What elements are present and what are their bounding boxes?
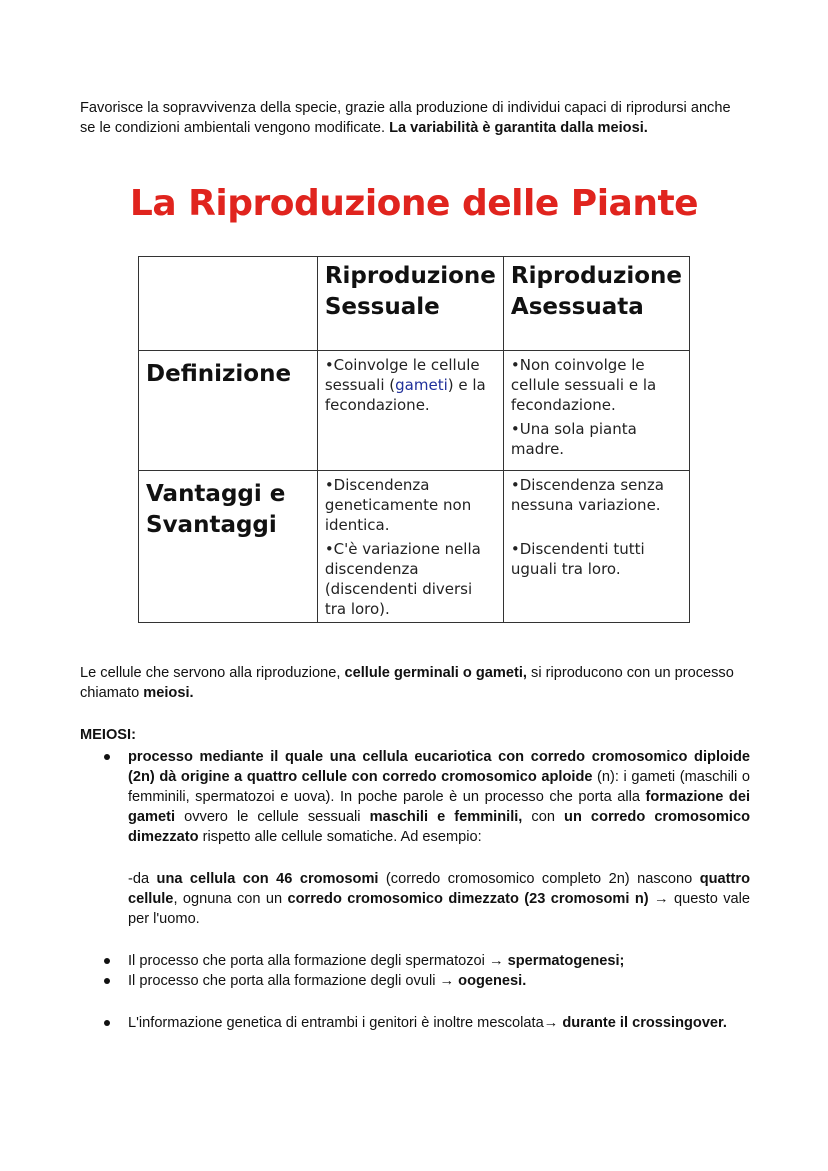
meiosi-t4: rispetto alle cellule somatiche. Ad esempio: [198,829,482,845]
def-sexual-a: •Coinvolge le cellule sessuali ( [324,356,480,394]
meiosi-b1: processo mediante il quale una cellula eucariotica con corredo cromosomico diploide (2n) dà origine a quattro cellule con corredo cromosomico aploide [128,749,750,785]
def-asexual-1: •Non coinvolge le cellule sessuali e la fecondazione. [510,356,657,414]
bullet-icon [104,978,110,984]
meiosi-heading: MEIOSI: [80,727,136,743]
ex-b1: una cellula con 46 cromosomi [156,871,379,887]
adv-sexual-1: •Discendenza geneticamente non identica. [324,476,472,534]
oo-b: oogenesi. [458,973,527,989]
def-asexual-cell [503,351,689,471]
intro-paragraph [80,98,750,138]
meiosi-t1: (n): i gameti (maschili o femminili, spermatozoi e uova). In poche parole è un processo che porta alla [128,769,750,805]
germ-t2: si riproducono con un processo chiamato [80,665,734,701]
bullet-icon [104,958,110,964]
table-corner-cell [139,257,318,351]
adv-sexual-2: •C'è variazione nella discendenza (discendenti diversi tra loro). [324,540,481,618]
figure-title: La Riproduzione delle Piante [129,183,699,224]
germ-paragraph [80,663,750,703]
header-asexual: Riproduzione Asessuata [503,257,689,351]
reproduction-table [138,256,690,623]
meiosi-t2: ovvero le cellule sessuali [175,809,370,825]
germ-t1: Le cellule che servono alla riproduzione, [80,665,345,681]
list-item [80,1013,750,1033]
sperm-b: spermatogenesi; [507,953,625,969]
def-sexual-c: ) e la fecondazione. [324,376,486,414]
adv-sexual-cell [317,471,503,623]
ex-t4: → questo vale per l'uomo. [128,891,750,927]
germ-b1: cellule germinali o gameti, [344,665,527,681]
def-sexual-gameti: gameti [395,376,448,394]
row-definizione: Definizione [139,351,318,471]
row-vantaggi: Vantaggi e Svantaggi [139,471,318,623]
def-sexual-cell [317,351,503,471]
list-item [80,747,750,929]
ex-b2: quattro cellule [128,871,750,907]
list-item [80,971,750,991]
ex-b3: corredo cromosomico dimezzato (23 cromosomi n) [287,891,649,907]
def-asexual-2: •Una sola pianta madre. [510,420,637,458]
meiosi-t3: con [522,809,565,825]
adv-asexual-2: •Discendenti tutti uguali tra loro. [510,540,645,578]
adv-asexual-1: •Discendenza senza nessuna variazione. [510,476,664,514]
sperm-t: Il processo che porta alla formazione degli spermatozoi → [128,953,508,969]
meiosi-b2: formazione dei gameti [128,789,751,825]
list-item [80,951,750,971]
ex-t1: -da [128,871,157,887]
adv-asexual-cell [503,471,689,623]
ex-t2: (corredo cromosomico completo 2n) nascono [378,871,700,887]
intro-bold: La variabilità è garantita dalla meiosi. [389,120,648,136]
intro-text: Favorisce la sopravvivenza della specie, grazie alla produzione di individui capaci di riprodursi anche se le condizioni ambientali vengono modificate. [80,100,731,136]
meiosi-b4: un corredo cromosomico dimezzato [128,809,751,845]
cross-b: durante il crossingover. [562,1015,727,1031]
header-sexual: Riproduzione Sessuale [317,257,503,351]
ex-t3: , ognuna con un [173,891,288,907]
meiosi-b3: maschili e femminili, [369,809,523,825]
example-paragraph [128,869,750,929]
germ-b2: meiosi. [143,685,194,701]
oo-t: Il processo che porta alla formazione degli ovuli → [128,973,459,989]
bullet-icon [104,754,110,760]
meiosi-list [80,747,750,1033]
bullet-icon [104,1020,110,1026]
cross-t: L'informazione genetica di entrambi i genitori è inoltre mescolata→ [128,1015,563,1031]
